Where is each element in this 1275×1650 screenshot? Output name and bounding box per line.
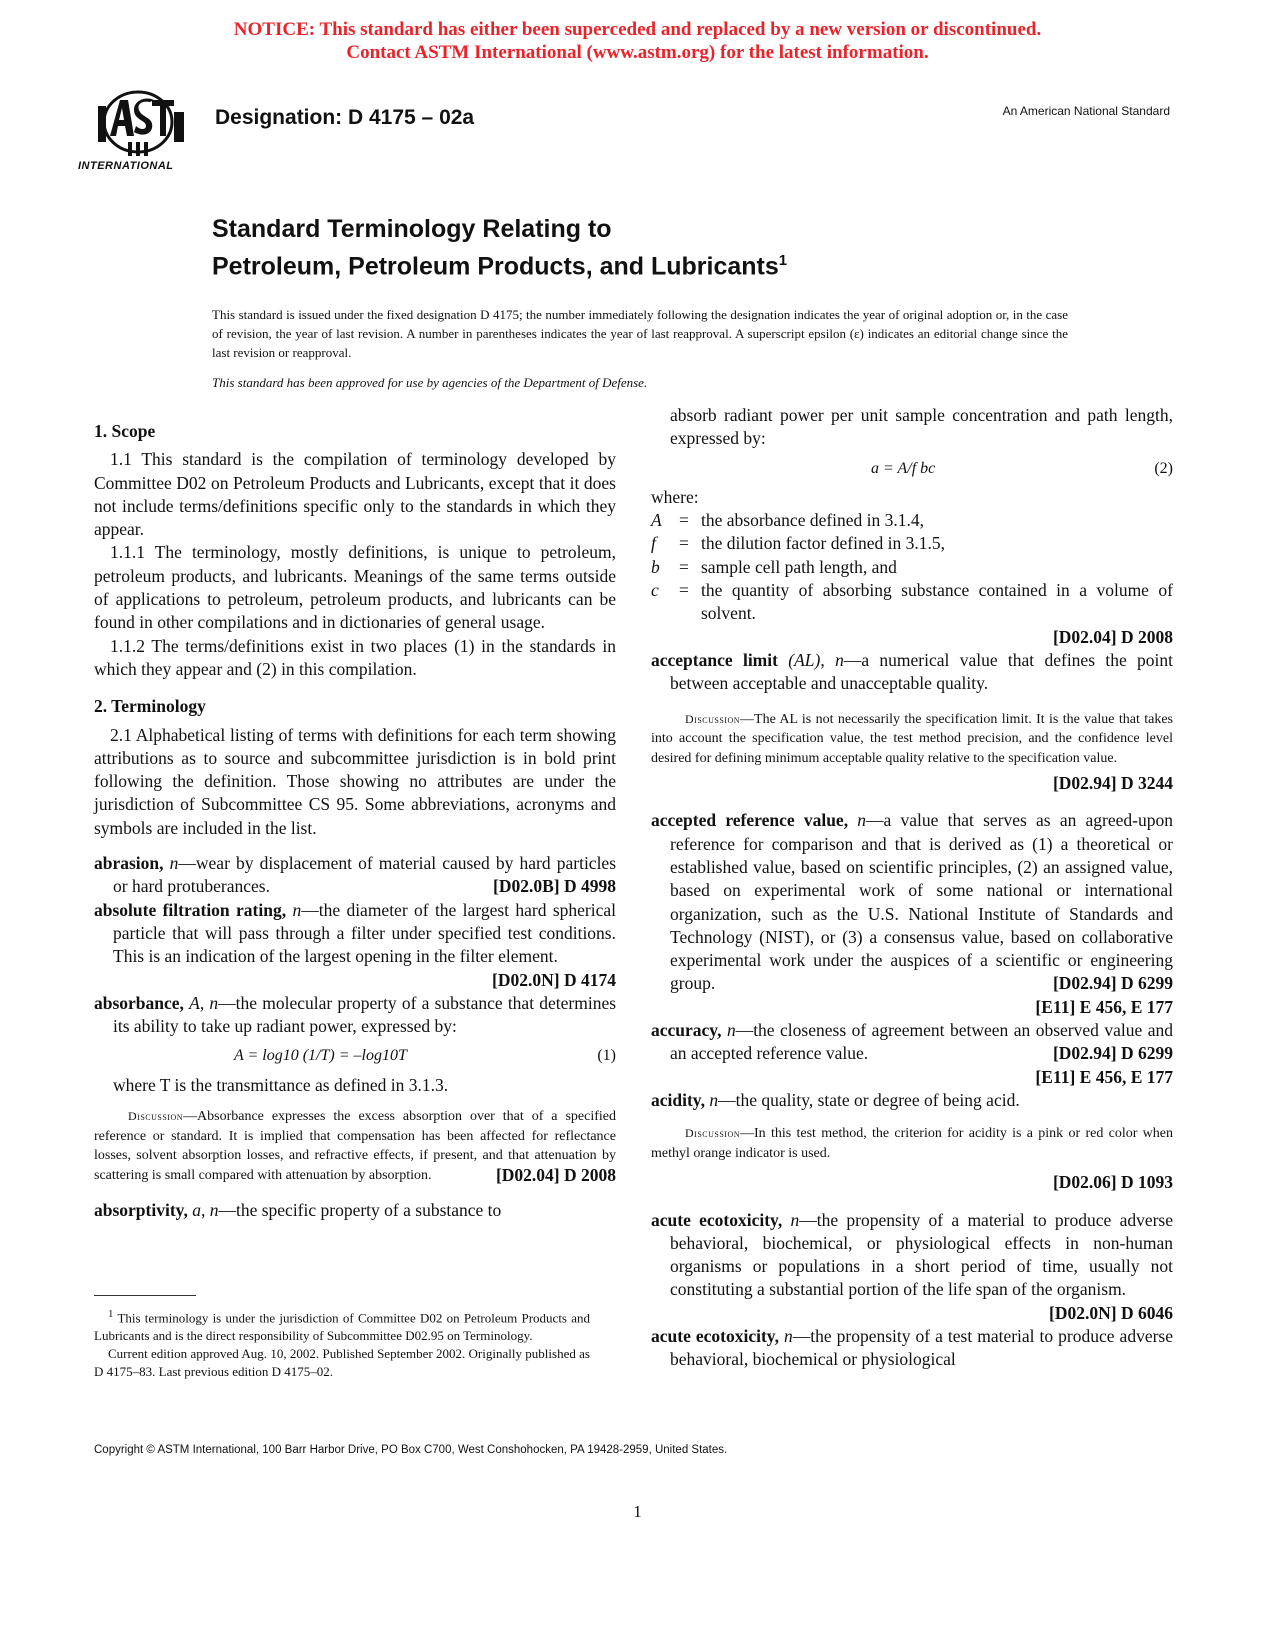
- part-of-speech: n: [709, 1089, 719, 1110]
- definition: —the quality, state or degree of being acid.: [718, 1089, 1020, 1110]
- equation-number: (2): [1154, 459, 1173, 477]
- absorptivity-continued: absorb radiant power per unit sample concentration and path length, expressed by:: [670, 405, 1173, 449]
- scope-heading: 1. Scope: [94, 421, 156, 441]
- part-of-speech: n: [783, 1326, 793, 1346]
- equation-2: [651, 457, 1173, 480]
- attribution: [D02.0N] D 6046: [1049, 1302, 1173, 1323]
- part-of-speech: n: [726, 1020, 736, 1041]
- page-number: 1: [633, 1502, 642, 1521]
- where-label: where:: [651, 486, 699, 507]
- part-of-speech: n: [835, 649, 844, 670]
- definition: —the diameter of the largest hard spherical particle that will pass through a filter under specified test conditions. This is an indication of the largest opening in the filter element.: [113, 899, 616, 967]
- part-of-speech: n: [209, 992, 219, 1013]
- where-variable: c: [651, 580, 659, 601]
- logo-international-text: INTERNATIONAL: [78, 160, 174, 172]
- discussion-text: —In this test method, the criterion for acidity is a pink or red color when methyl orange indicator is used.: [651, 1126, 1173, 1161]
- where-equals: =: [679, 510, 689, 531]
- definition: —the molecular property of a substance that determines its ability to take up radiant power, expressed by:: [113, 992, 617, 1037]
- part-of-speech: n: [790, 1209, 800, 1230]
- notice-line-2: Contact ASTM International (www.astm.org) for the latest information.: [346, 42, 929, 63]
- supersede-notice: [0, 18, 1275, 64]
- footnote-1: [94, 1305, 590, 1345]
- equation-text: A = log10 (1/T) = –log10T: [234, 1047, 407, 1065]
- where-description: sample cell path length, and: [701, 556, 897, 577]
- right-column: [651, 404, 1173, 1372]
- definition: —the propensity of a material to produce adverse behavioral, biochemical, or physiological effects in non-human organisms or populations in a short period of time, usually not constituting a substantial portion of the life span of the organism.: [670, 1209, 1174, 1300]
- attribution: [D02.94] D 6299: [1052, 973, 1173, 994]
- where-variable: f: [651, 533, 656, 554]
- term-abrasion: [94, 852, 616, 899]
- attribution: [D02.94] D 6299: [1052, 1043, 1173, 1064]
- footnote-text: This terminology is under the jurisdiction of Committee D02 on Petroleum Products and Lubricants and is the direct responsibility of Subcommittee D02.95 on Terminology.: [94, 1310, 590, 1344]
- term-word: absolute filtration rating,: [94, 899, 287, 920]
- copyright: Copyright © ASTM International, 100 Barr Harbor Drive, PO Box C700, West Conshohocken, PA 19428-2959, United States.: [94, 1444, 728, 1456]
- notice-line-1: NOTICE: This standard has either been superceded and replaced by a new version or discontinued.: [233, 19, 1042, 40]
- footnote: [94, 1305, 590, 1381]
- term-word: acidity,: [651, 1089, 705, 1110]
- where-variable: A: [651, 510, 662, 531]
- definition: —wear by displacement of material caused by hard particles or hard protuberances.: [113, 853, 617, 897]
- definition: —the closeness of agreement between an observed value and an accepted reference value.: [670, 1020, 1173, 1064]
- term-acute-ecotoxicity-2: [651, 1325, 1173, 1372]
- term-word: acute ecotoxicity,: [651, 1209, 783, 1230]
- where-description: the quantity of absorbing substance contained in a volume of solvent.: [701, 580, 1173, 624]
- title-line-2: Petroleum, Petroleum Products, and Lubricants: [212, 252, 779, 281]
- term-word: absorptivity,: [94, 1200, 188, 1221]
- page-title: [212, 214, 787, 282]
- equation-1: [94, 1044, 616, 1067]
- term-accepted-reference-value: [651, 809, 1173, 995]
- term-absorbance: [94, 992, 616, 1039]
- where-row: [651, 556, 1173, 579]
- absorbance-discussion: [94, 1107, 616, 1185]
- part-of-speech: n: [857, 810, 867, 831]
- term-acidity: [651, 1089, 1173, 1112]
- term-accuracy: [651, 1019, 1173, 1066]
- where-equals: =: [679, 580, 689, 601]
- term-word: absorbance,: [94, 992, 184, 1013]
- equation-number: (1): [597, 1047, 616, 1065]
- term-word: acute ecotoxicity,: [651, 1326, 779, 1346]
- part-of-speech: n: [209, 1200, 219, 1221]
- designation: Designation: D 4175 – 02a: [215, 106, 475, 129]
- term-word: acceptance limit: [651, 649, 778, 670]
- where-description: the absorbance defined in 3.1.4,: [701, 510, 925, 531]
- discussion-label: Discussion: [128, 1109, 184, 1124]
- footnote-mark: 1: [108, 1308, 114, 1320]
- where-row: [651, 532, 1173, 555]
- issuance-text: This standard is issued under the fixed designation D 4175; the number immediately following the designation indicates the year of original adoption or, in the case of revision, the year of last revision. A number in parentheses indicates the year of last reapproval. A superscript epsilon (ε) indicates an editorial change since the last revision or reapproval.: [212, 307, 1068, 360]
- where-description: the dilution factor defined in 3.1.5,: [701, 533, 945, 554]
- discussion-label: Discussion: [685, 711, 741, 726]
- where-equals: =: [679, 533, 689, 554]
- attribution: [D02.0B] D 4998: [493, 876, 616, 897]
- astm-logo: [78, 86, 196, 178]
- para-1-1-2: 1.1.2 The terms/definitions exist in two places (1) in the standards in which they appear and (2) in this compilation.: [94, 635, 616, 679]
- where-list: [651, 509, 1173, 625]
- definition: —the specific property of a substance to: [218, 1200, 502, 1221]
- term-acute-ecotoxicity-1: [651, 1209, 1174, 1323]
- symbol: A,: [189, 992, 205, 1013]
- absorptivity-attribution: [D02.04] D 2008: [1052, 626, 1173, 647]
- attribution: [D02.04] D 2008: [495, 1164, 616, 1185]
- acceptance-limit-discussion: [651, 710, 1173, 769]
- attribution: [D02.0N] D 4174: [492, 969, 616, 990]
- definition: —the propensity of a test material to produce adverse behavioral, biochemical or physiological: [670, 1326, 1173, 1370]
- definition: —a value that serves as an agreed-upon reference for comparison and that is derived as (1) a theoretical or established value, based on scientific principles, (2) an assigned value, based on experimental work of some national or international organization, such as the U.S. National Institute of Standards and Technology (NIST), or (3) a consensus value, based on collaborative experimental work under the auspices of a scientific or engineering group.: [670, 810, 1173, 994]
- attribution-secondary: [E11] E 456, E 177: [1035, 1066, 1173, 1087]
- term-word: abrasion,: [94, 853, 164, 874]
- para-1-1: 1.1 This standard is the compilation of terminology developed by Committee D02 on Petroleum Products and Lubricants, except that it does not include terms/definitions specific only to the standards in which they appear.: [94, 449, 616, 540]
- discussion-text: —The AL is not necessarily the specification limit. It is the value that takes into account the specification value, the test method precision, and the confidence level desired for defining minimum acceptable quality relative to the specification value.: [651, 711, 1173, 766]
- symbol: a,: [192, 1200, 206, 1221]
- where-equals: =: [679, 556, 689, 577]
- where-row: [651, 509, 1173, 532]
- absorbance-where: where T is the transmittance as defined in 3.1.3.: [113, 1074, 449, 1095]
- left-column: [94, 420, 616, 1222]
- terminology-heading: 2. Terminology: [94, 696, 206, 717]
- acidity-attribution: [D02.06] D 1093: [1052, 1172, 1173, 1193]
- term-absolute-filtration-rating: [94, 899, 616, 990]
- title-line-1: Standard Terminology Relating to: [212, 215, 612, 243]
- part-of-speech: n: [292, 899, 302, 920]
- title-footnote-mark: 1: [778, 252, 788, 269]
- para-2-1: 2.1 Alphabetical listing of terms with definitions for each term showing attributions as to source and subcommittee jurisdiction is in bold print following the definition. Those showing no attributes are under the jurisdiction of Subcommittee CS 95. Some abbreviations, acronyms and symbols are included in the list.: [94, 724, 616, 838]
- dod-approval: This standard has been approved for use by agencies of the Department of Defense.: [212, 375, 648, 390]
- issuance-note: [212, 305, 1068, 392]
- para-1-1-1: 1.1.1 The terminology, mostly definitions, is unique to petroleum, petroleum products, and lubricants. Meanings of the same terms outside of applications to petroleum, petroleum products, and lubricants can be found in other compilations and in dictionaries of general usage.: [94, 542, 616, 633]
- where-row: [651, 579, 1173, 626]
- definition: —a numerical value that defines the point between acceptable and unacceptable quality.: [670, 649, 1174, 694]
- footnote-rule: [94, 1295, 196, 1296]
- part-of-speech: n: [169, 853, 179, 874]
- discussion-text: —Absorbance expresses the excess absorption over that of a specified reference or standard. It is implied that compensation has been affected for reflectance losses, solvent absorption losses, and refractive effects, if present, and that attenuation by scattering is small compared with attenuation by absorption.: [94, 1109, 616, 1183]
- footnote-edition: Current edition approved Aug. 10, 2002. Published September 2002. Originally published as D 4175–83. Last previous edition D 4175–02.: [94, 1346, 590, 1380]
- equation-text: a = A/f bc: [871, 459, 936, 477]
- discussion-label: Discussion: [685, 1126, 741, 1141]
- acidity-discussion: [651, 1124, 1173, 1163]
- term-word: accepted reference value,: [651, 810, 849, 831]
- acceptance-limit-attribution: [D02.94] D 3244: [1052, 773, 1173, 794]
- term-acceptance-limit: [651, 649, 1173, 696]
- term-absorptivity: [94, 1199, 616, 1222]
- national-standard-label: An American National Standard: [1002, 104, 1170, 118]
- abbreviation: (AL),: [788, 649, 825, 670]
- where-variable: b: [651, 556, 660, 577]
- term-word: accuracy,: [651, 1020, 722, 1041]
- attribution-secondary: [E11] E 456, E 177: [1035, 996, 1173, 1017]
